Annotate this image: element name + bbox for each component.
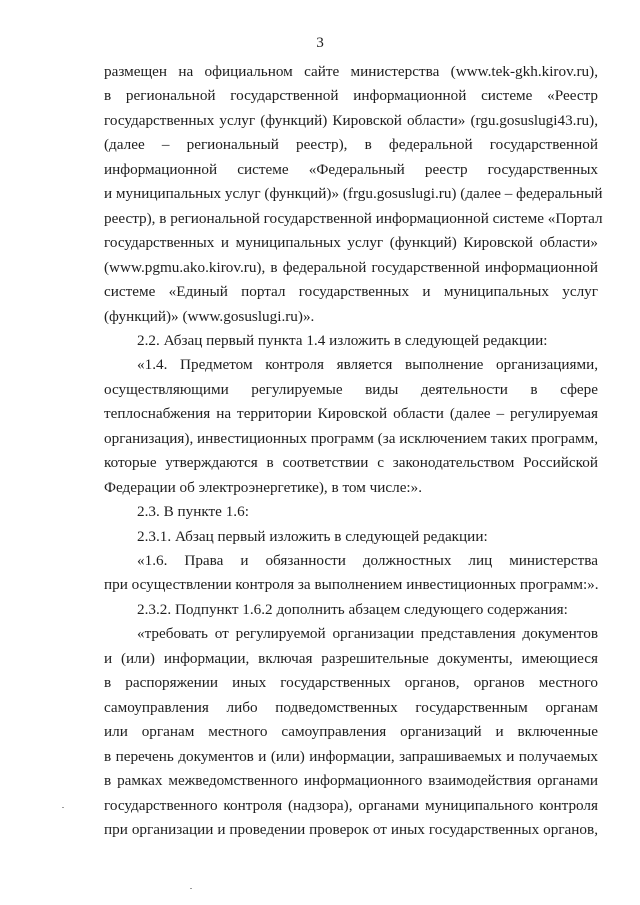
text-line: при осуществлении контроля за выполнением инвестиционных программ:». — [104, 576, 599, 594]
scan-artifact — [190, 888, 192, 889]
text-line: и (или) информации, включая разрешительные документы, имеющиеся — [104, 649, 598, 667]
text-line: «1.6. Права и обязанности должностных лиц министерства — [137, 552, 598, 569]
text-line: Федерации об электроэнергетике), в том числе:». — [104, 478, 423, 496]
text-line: 2.3. В пункте 1.6: — [137, 503, 249, 521]
text-line: информационной системе «Федеральный реестр государственных — [104, 160, 598, 178]
text-line: теплоснабжения на территории Кировской области (далее – регулируемая — [104, 405, 598, 423]
text-line: 2.2. Абзац первый пункта 1.4 изложить в следующей редакции: — [137, 331, 548, 349]
text-line: в рамках межведомственного информационного взаимодействия органами — [104, 772, 598, 790]
text-line: осуществляющими регулируемые виды деятельности в сфере — [104, 380, 598, 398]
text-line: которые утверждаются в соответствии с законодательством Российской — [104, 454, 598, 472]
text-line: государственных услуг (функций) Кировской области» (rgu.gosuslugi43.ru), — [104, 111, 598, 129]
text-line: 2.3.2. Подпункт 1.6.2 дополнить абзацем следующего содержания: — [137, 600, 568, 618]
text-line: в перечень документов и (или) информации, запрашиваемых и получаемых — [104, 747, 598, 765]
text-line: государственного контроля (надзора), органами муниципального контроля — [104, 796, 598, 814]
text-line: системе «Единый портал государственных и муниципальных услуг — [104, 283, 598, 301]
text-line: (www.pgmu.ako.kirov.ru), в федеральной государственной информационной — [104, 258, 598, 276]
text-line: «1.4. Предметом контроля является выполнение организациями, — [137, 356, 598, 374]
scan-artifact — [62, 807, 64, 808]
text-line: (далее – региональный реестр), в федеральной государственной — [104, 136, 598, 154]
text-line: 2.3.1. Абзац первый изложить в следующей редакции: — [137, 527, 488, 545]
text-line: (функций)» (www.gosuslugi.ru)». — [104, 307, 315, 325]
text-line: при организации и проведении проверок от иных государственных органов, — [104, 820, 598, 838]
text-line: в распоряжении иных государственных органов, органов местного — [104, 674, 598, 692]
page-number: 3 — [316, 34, 324, 51]
text-line: государственных и муниципальных услуг (функций) Кировской области» — [104, 234, 598, 252]
text-line: самоуправления либо подведомственных государственным органам — [104, 698, 598, 716]
text-line: и муниципальных услуг (функций)» (frgu.gosuslugi.ru) (далее – федеральный — [104, 185, 603, 203]
text-line: или органам местного самоуправления организаций и включенные — [104, 723, 598, 741]
text-line: реестр), в региональной государственной информационной системе «Портал — [104, 209, 603, 227]
text-line: «требовать от регулируемой организации представления документов — [137, 625, 598, 643]
text-line: организация), инвестиционных программ (за исключением таких программ, — [104, 429, 598, 447]
text-line: в региональной государственной информационной системе «Реестр — [104, 87, 598, 105]
text-line: размещен на официальном сайте министерства (www.tek-gkh.kirov.ru), — [104, 63, 598, 80]
